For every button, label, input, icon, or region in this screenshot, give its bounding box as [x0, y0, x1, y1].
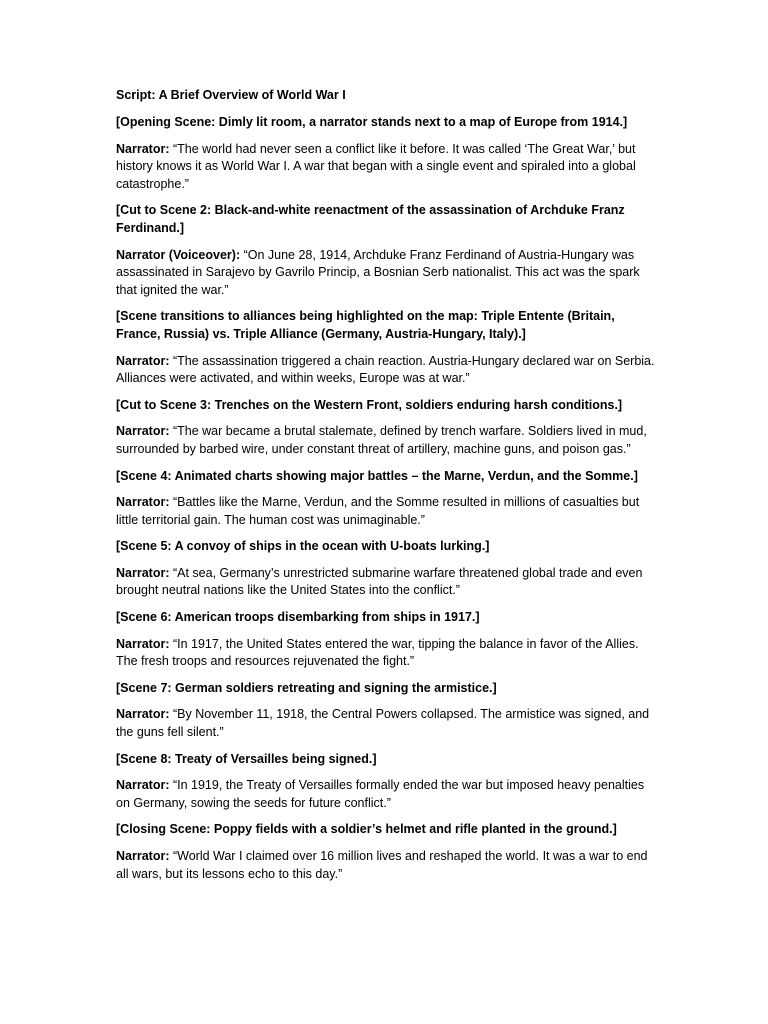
scene-direction: [Cut to Scene 2: Black-and-white reenactment of the assassination of Archduke Franz Ferdinand.]: [116, 203, 625, 235]
narration-text: “Battles like the Marne, Verdun, and the Somme resulted in millions of casualties but little territorial gain. The human cost was unimaginable.”: [116, 495, 640, 527]
speaker-label: Narrator:: [116, 707, 170, 722]
narration-text: “In 1917, the United States entered the war, tipping the balance in favor of the Allies. The fresh troops and resources rejuvenated the fight.”: [116, 636, 639, 669]
scene-direction: [Scene 7: German soldiers retreating and signing the armistice.]: [116, 680, 497, 695]
narration-line: [116, 777, 656, 812]
narration-line: [116, 353, 656, 388]
narration-text: “The war became a brutal stalemate, defined by trench warfare. Soldiers lived in mud, surrounded by barbed wire, under constant threat of artillery, machine guns, and poison gas.”: [116, 424, 647, 456]
speaker-label: Narrator:: [116, 141, 170, 156]
scene-direction: [Scene 8: Treaty of Versailles being signed.]: [116, 751, 377, 766]
narration-line: [116, 636, 656, 671]
scene-direction: [Opening Scene: Dimly lit room, a narrator stands next to a map of Europe from 1914.]: [116, 115, 628, 129]
document-title: Script: A Brief Overview of World War I: [116, 88, 346, 102]
narration-text: “By November 11, 1918, the Central Powers collapsed. The armistice was signed, and the guns fell silent.”: [116, 707, 650, 740]
scene-direction: [Cut to Scene 3: Trenches on the Western Front, soldiers enduring harsh conditions.]: [116, 397, 623, 412]
narration-text: “At sea, Germany’s unrestricted submarine warfare threatened global trade and even brought neutral nations like the United States into the conflict.”: [116, 565, 643, 598]
script-body: [116, 114, 656, 883]
script-page: [116, 86, 656, 892]
narration-line: [116, 423, 656, 458]
scene-direction: [Scene 5: A convoy of ships in the ocean with U-boats lurking.]: [116, 539, 490, 554]
speaker-label: Narrator:: [116, 636, 170, 651]
narration-text: “World War I claimed over 16 million lives and reshaped the world. It was a war to end all wars, but its lessons echo to this day.”: [116, 849, 648, 881]
narration-text: “In 1919, the Treaty of Versailles formally ended the war but imposed heavy penalties on Germany, sowing the seeds for future conflict.”: [116, 778, 645, 810]
narration-line: [116, 565, 656, 600]
speaker-label: Narrator:: [116, 424, 170, 439]
narration-line: [116, 494, 656, 529]
narration-text: “The world had never seen a conflict like it before. It was called ‘The Great War,’ but history knows it as World War I. A war that began with a single event and spiraled into a global catastrophe.”: [116, 141, 636, 191]
scene-direction: [Scene 4: Animated charts showing major battles – the Marne, Verdun, and the Somme.]: [116, 468, 638, 483]
speaker-label: Narrator (Voiceover):: [116, 247, 241, 262]
speaker-label: Narrator:: [116, 495, 170, 510]
narration-text: “On June 28, 1914, Archduke Franz Ferdinand of Austria-Hungary was assassinated in Sarajevo by Gavrilo Princip, a Bosnian Serb nationalist. This act was the spark that ignited the war.”: [116, 247, 640, 297]
narration-line: [116, 848, 656, 883]
scene-direction: [Scene transitions to alliances being highlighted on the map: Triple Entente (Britain, France, Russia) vs. Triple Alliance (Germany, Austria-Hungary, Italy).]: [116, 309, 615, 341]
narration-line: [116, 141, 656, 194]
speaker-label: Narrator:: [116, 778, 170, 793]
narration-text: “The assassination triggered a chain reaction. Austria-Hungary declared war on Serbia. Alliances were activated, and within weeks, Europe was at war.”: [116, 353, 655, 386]
scene-direction: [Scene 6: American troops disembarking from ships in 1917.]: [116, 610, 480, 625]
speaker-label: Narrator:: [116, 353, 170, 368]
scene-direction: [Closing Scene: Poppy fields with a soldier’s helmet and rifle planted in the ground.]: [116, 822, 617, 837]
speaker-label: Narrator:: [116, 565, 170, 580]
narration-line: [116, 706, 656, 741]
speaker-label: Narrator:: [116, 849, 170, 863]
narration-line: [116, 247, 656, 300]
